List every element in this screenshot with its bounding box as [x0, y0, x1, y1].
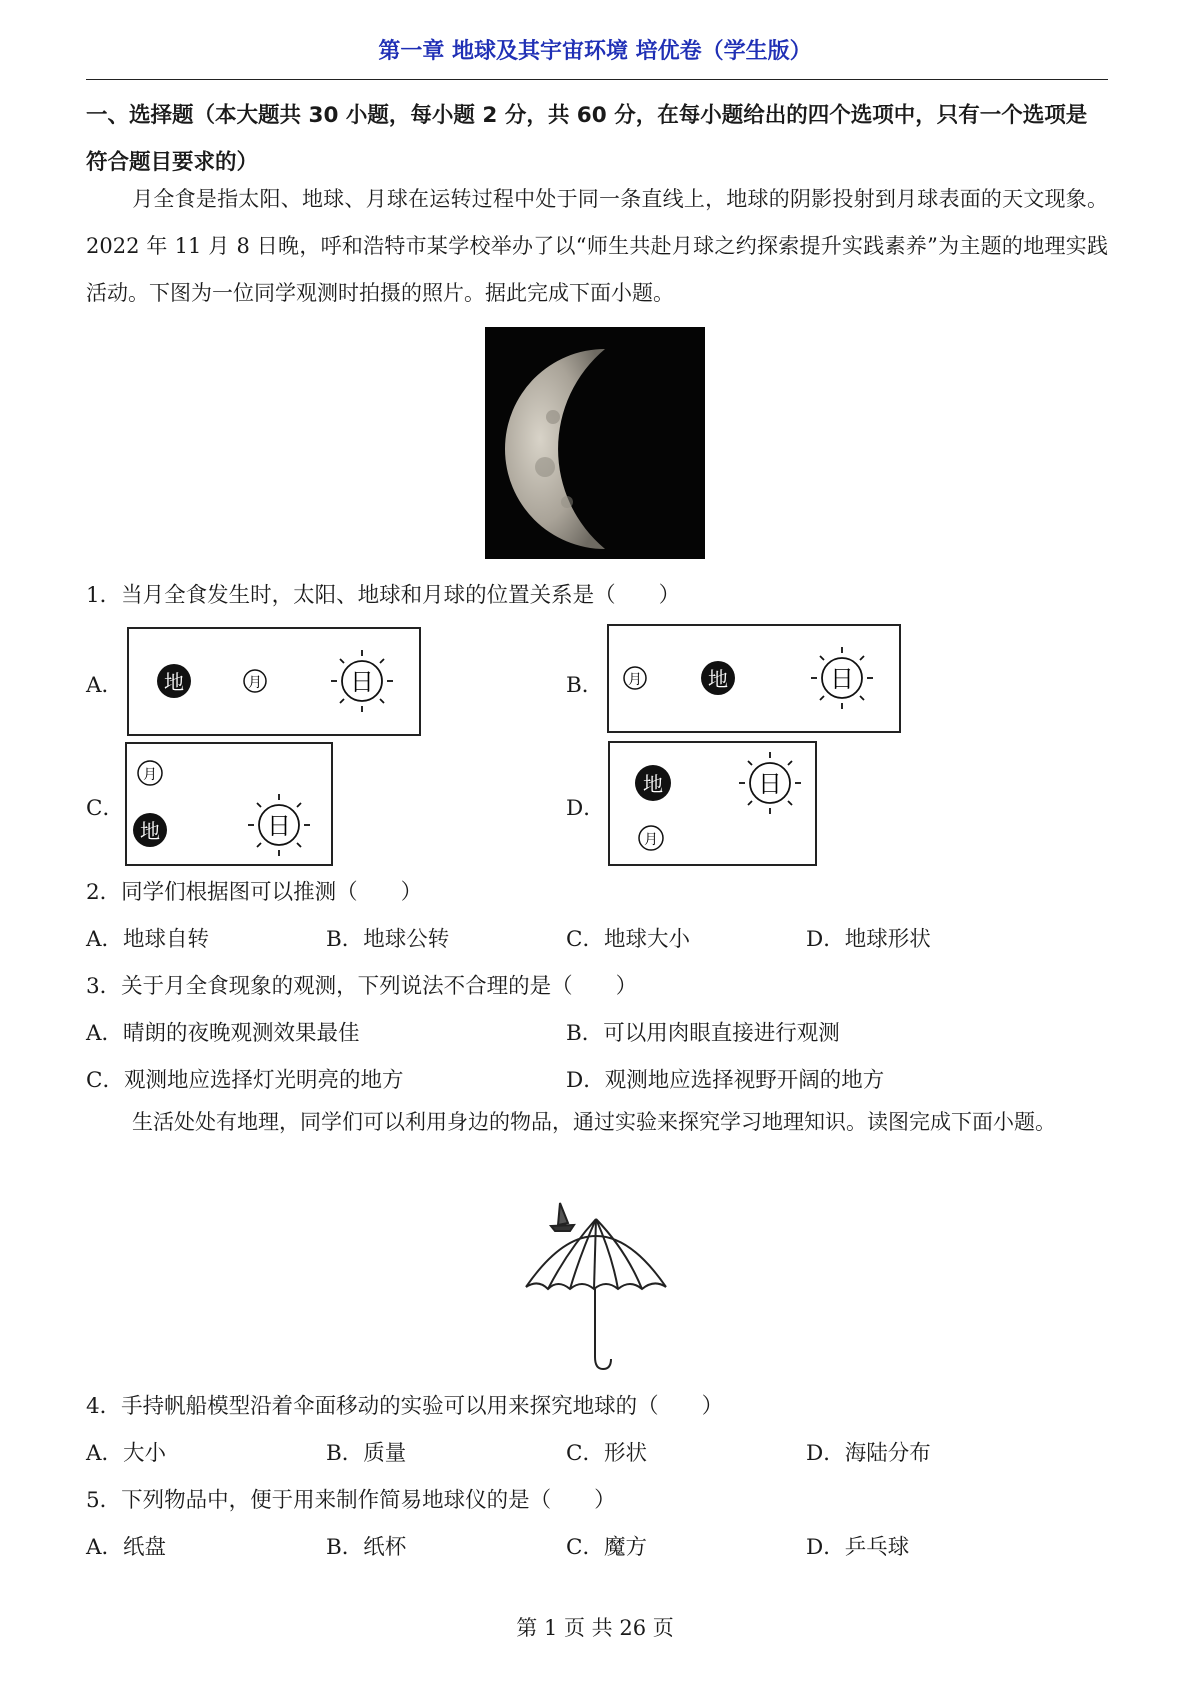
q5-option-d[interactable]: D．乒乓球 [806, 1535, 910, 1560]
q1-option-a-diagram[interactable] [127, 627, 421, 736]
question-2: 2．同学们根据图可以推测（ ） [86, 880, 423, 905]
q1-option-b-label[interactable]: B． [566, 673, 604, 698]
sun-icon [248, 794, 310, 856]
q3-option-a[interactable]: A．晴朗的夜晚观测效果最佳 [86, 1021, 360, 1046]
lunar-eclipse-photo [485, 327, 705, 559]
q4-option-c[interactable]: C．形状 [566, 1441, 647, 1466]
q5-option-b[interactable]: B．纸杯 [326, 1535, 407, 1560]
moon-glyph: 月 [644, 832, 658, 848]
q2-option-c[interactable]: C．地球大小 [566, 927, 690, 952]
intro-2-text: 生活处处有地理，同学们可以利用身边的物品，通过实验来探究学习地理知识。读图完成下面小题。 [132, 1110, 1056, 1134]
sun-glyph: 日 [350, 668, 374, 696]
question-5: 5．下列物品中，便于用来制作简易地球仪的是（ ） [86, 1488, 616, 1513]
q2-option-d[interactable]: D．地球形状 [806, 927, 931, 952]
question-1: 1．当月全食发生时，太阳、地球和月球的位置关系是（ ） [86, 583, 681, 608]
moon-glyph: 月 [143, 767, 157, 783]
page-number: 第 1 页 共 26 页 [516, 1616, 674, 1640]
intro-1-text: 月全食是指太阳、地球、月球在运转过程中处于同一条直线上，地球的阴影投射到月球表面的天文现象。2022 年 11 月 8 日晚，呼和浩特市某学校举办了以“师生共赴月球之约探索提升实践素养”为主题的地理实践活动。下图为一位同学观测时拍摄的照片。据此完成下面小题。 [86, 187, 1108, 305]
sun-icon [811, 647, 873, 709]
sun-glyph: 日 [267, 812, 291, 840]
sun-icon [331, 650, 393, 712]
umbrella-sailboat-illustration [518, 1195, 674, 1375]
sun-glyph: 日 [758, 770, 782, 798]
q4-option-a[interactable]: A．大小 [86, 1441, 167, 1466]
q3-option-d[interactable]: D．观测地应选择视野开阔的地方 [566, 1068, 885, 1093]
earth-glyph: 地 [140, 819, 160, 843]
q5-option-a[interactable]: A．纸盘 [86, 1535, 167, 1560]
q1-option-d-diagram[interactable] [608, 741, 817, 866]
moon-glyph: 月 [248, 675, 262, 691]
q4-option-d[interactable]: D．海陆分布 [806, 1441, 931, 1466]
q3-option-c[interactable]: C．观测地应选择灯光明亮的地方 [86, 1068, 404, 1093]
q3-option-b[interactable]: B．可以用肉眼直接进行观测 [566, 1021, 840, 1046]
page-title: 第一章 地球及其宇宙环境 培优卷（学生版） [378, 39, 812, 64]
q1-option-c-label[interactable]: C． [86, 796, 124, 821]
q5-option-c[interactable]: C．魔方 [566, 1535, 647, 1560]
intro-paragraph-1 [86, 176, 1108, 317]
sun-icon [739, 752, 801, 814]
q1-option-d-label[interactable]: D． [566, 796, 605, 821]
moon-glyph: 月 [628, 672, 642, 688]
earth-glyph: 地 [164, 670, 184, 694]
sun-glyph: 日 [830, 665, 854, 693]
question-4: 4．手持帆船模型沿着伞面移动的实验可以用来探究地球的（ ） [86, 1394, 724, 1419]
question-3: 3．关于月全食现象的观测，下列说法不合理的是（ ） [86, 974, 638, 999]
q2-option-a[interactable]: A．地球自转 [86, 927, 210, 952]
q4-option-b[interactable]: B．质量 [326, 1441, 407, 1466]
q1-option-c-diagram[interactable] [125, 742, 333, 866]
intro-paragraph-2 [86, 1099, 1108, 1146]
q2-option-b[interactable]: B．地球公转 [326, 927, 450, 952]
section-heading: 一、选择题（本大题共 30 小题，每小题 2 分，共 60 分，在每小题给出的四个选项中，只有一个选项是符合题目要求的） [86, 103, 1088, 175]
q1-option-a-label[interactable]: A． [86, 673, 124, 698]
earth-glyph: 地 [643, 772, 663, 796]
earth-glyph: 地 [708, 667, 728, 691]
q1-option-b-diagram[interactable] [607, 624, 901, 733]
title-divider [86, 79, 1108, 80]
